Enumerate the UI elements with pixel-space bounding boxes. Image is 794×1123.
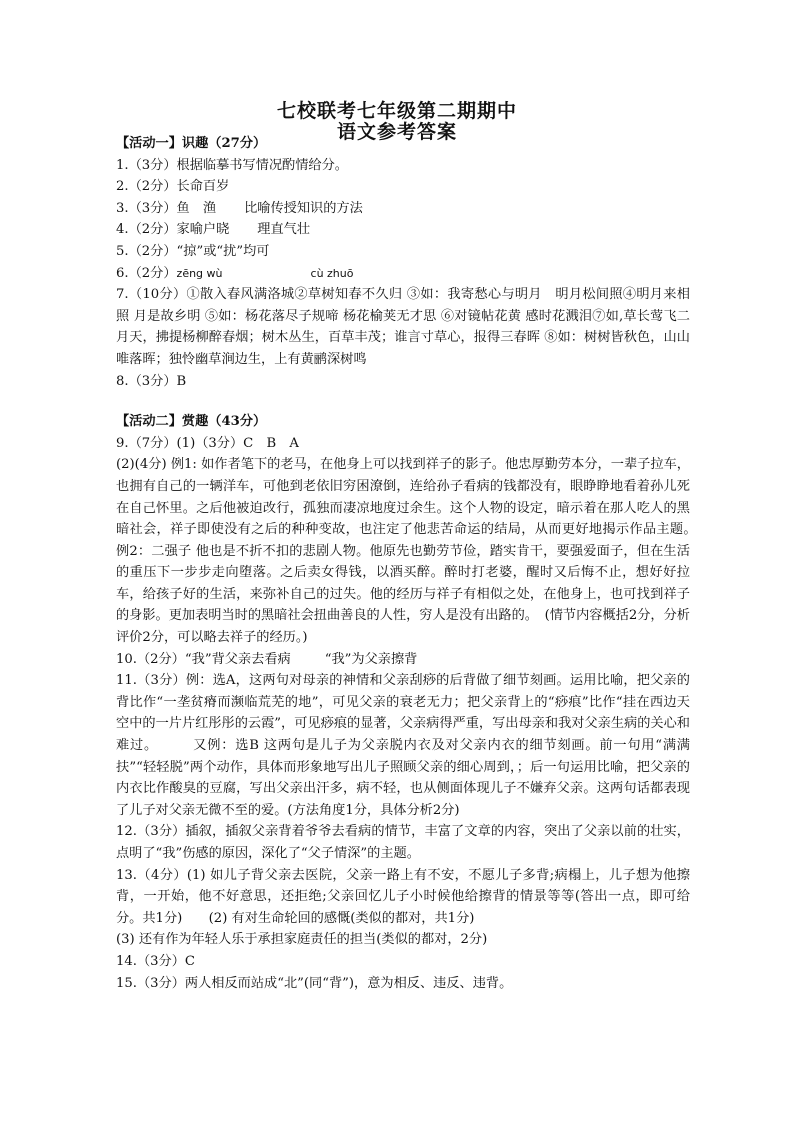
doc-title: 七校联考七年级第二期期中 — [276, 100, 517, 122]
answer-q6-pinyin-2: cù zhuō — [310, 266, 354, 280]
answer-q4-part1: 4.（2分）家喻户晓 — [116, 222, 230, 238]
answer-q7: 7.（10分）①散入春风满洛城②草树知春不久归 ③如：我寄愁心与明月 明月松间照④明月来相照 月是故乡明 ⑤如：杨花落尽子规啼 杨花榆荚无才思 ⑥对镜帖花黄 感时花溅泪⑦如,草长莺飞二月天，拂提杨柳醉春烟；树木丛生，百草丰茂；谁言寸草心，报得三春晖 ⑧如：树树皆秋色，山山唯落晖；独怜幽草涧边生，上有黄鹂深树鸣 — [116, 287, 690, 367]
answer-q11: 11.（3分）例：选A，这两句对母亲的神情和父亲刮痧的后背做了细节刻画。运用比喻，把父亲的背比作“一垄贫瘠而濒临荒芜的地”，可见父亲的衰老无力；把父亲背上的“痧痕”比作“挂在西边天空中的一片片红彤彤的云霞”，可见痧痕的显著，父亲病得严重，写出母亲和我对父亲生病的关心和难过。 又例：选B 这两句是儿子为父亲脱内衣及对父亲内衣的细节刻画。前一句用“满满扶”“轻轻脱”两个动作，具体而形象地写出儿子照顾父亲的细心周到，；后一句运用比喻，把父亲的内衣比作酸臭的豆腐，写出父亲出汗多，病不轻，也从侧面体现儿子不嫌弃父亲。这两句话都表现了儿子对父亲无微不至的爱。(方法角度1分，具体分析2分) — [116, 673, 690, 818]
answer-q5: 5.（2分）“掠”或“扰”均可 — [116, 243, 270, 259]
answer-q13-part3: (3) 还有作为年轻人乐于承担家庭责任的担当(类似的都对，2分) — [116, 932, 488, 948]
answer-q12: 12.（3分）插叙，插叙父亲背着爷爷去看病的情节，丰富了文章的内容，突出了父亲以前的壮实，点明了“我”伤感的原因，深化了“父子情深”的主题。 — [116, 824, 690, 861]
answer-q6-pinyin-1: zēng wù — [176, 266, 223, 280]
answer-q9-part2: (2)(4分) 例1: 如作者笔下的老马，在他身上可以找到祥子的影子。他忠厚勤劳本分，一辈子拉车，也拥有自己的一辆洋车，可他到老依旧穷困潦倒，连给孙子看病的钱都没有，眼睁睁地看着孙儿死在自己怀里。之后他被迫改行，孤独而凄凉地度过余生。这个人物的设定，暗示着在那人吃人的黑暗社会，祥子即使没有之后的种种变故，也注定了他悲苦命运的结局，从而更好地揭示作品主题。 例2：二强子 他也是不折不扣的悲剧人物。他原先也勤劳节俭，踏实肯干，要强爱面子，但在生活的重压下一步步走向堕落。之后卖女得钱，以酒买醉。醉时打老婆，醒时又后悔不止，想好好拉车，给孩子好的生活，来弥补自己的过失。他的经历与祥子有相似之处，在他身上，也可找到祥子的身影。更加表明当时的黑暗社会扭曲善良的人性，穷人是没有出路的。 (情节内容概括2分，分析评价2分，可以略去祥子的经历。) — [116, 457, 743, 646]
answer-q15: 15.（3分）两人相反而站成“北”(同“背”)，意为相反、违反、违背。 — [116, 975, 513, 991]
answer-q13-part1: 13.（4分）(1) 如儿子背父亲去医院，父亲一路上有不安，不愿儿子多背;病榻上，儿子想为他擦背，一开始，他不好意思，还拒绝;父亲回忆儿子小时候他给擦背的情景等等(答出一点，即可给分。共1分) (2) 有对生命轮回的感慨(类似的都对，共1分) — [116, 867, 690, 926]
answer-q1: 1.（3分）根据临摹书写情况酌情给分。 — [116, 157, 348, 173]
answer-q4 — [116, 219, 690, 241]
answer-q3-part2: 比喻传授知识的方法 — [244, 200, 363, 216]
doc-subtitle: 语文参考答案 — [336, 121, 457, 143]
answer-q4-part2: 理直气壮 — [257, 222, 311, 238]
answer-q10-part2: “我”为父亲擦背 — [324, 651, 418, 667]
answer-q10-part1: 10.（2分）“我”背父亲去看病 — [116, 651, 291, 667]
answer-q14: 14.（3分）C — [116, 953, 196, 969]
section-heading-activity-1: 【活动一】识趣（27分） — [116, 136, 267, 151]
answer-q9-part1: 9.（7分）(1)（3分）C B A — [116, 435, 299, 451]
answer-q3-part1: 3.（3分）鱼 渔 — [116, 200, 217, 216]
section-heading-activity-2: 【活动二】赏趣（43分） — [116, 414, 267, 430]
answer-content — [116, 133, 743, 994]
answer-q6 — [116, 263, 690, 285]
answer-q6-label: 6.（2分） — [116, 265, 177, 281]
answer-q2: 2.（2分）长命百岁 — [116, 179, 230, 195]
answer-q3 — [116, 198, 690, 220]
answer-q8: 8.（3分）B — [116, 373, 187, 389]
answer-q10 — [116, 649, 690, 671]
